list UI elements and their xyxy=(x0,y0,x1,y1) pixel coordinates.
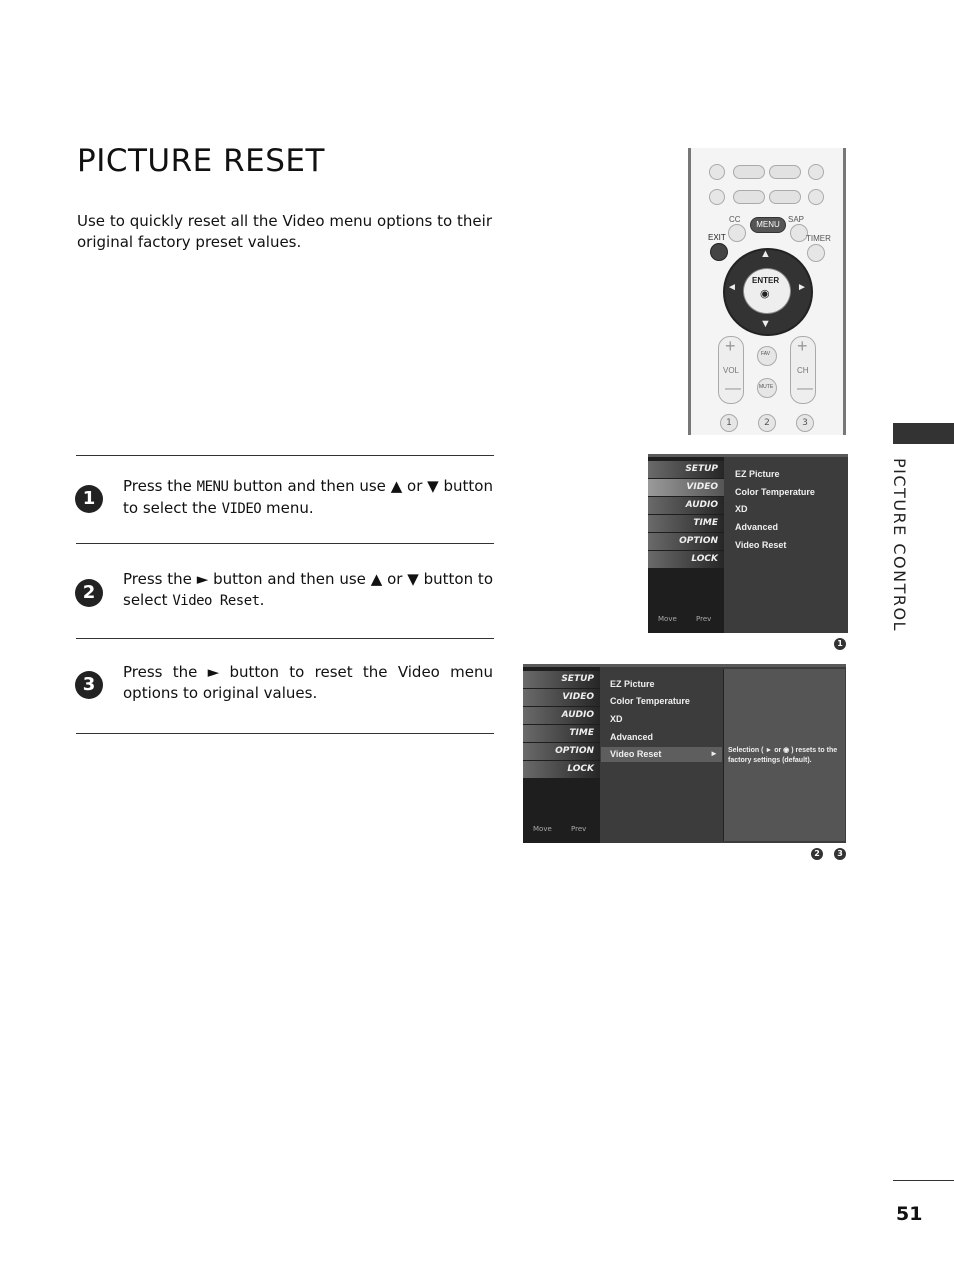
osd-reset-note: Selection ( ► or ◉ ) resets to the factory settings (default). xyxy=(728,747,838,764)
divider xyxy=(76,733,494,734)
osd-item-ez-picture: EZ Picture xyxy=(735,469,780,479)
right-arrow-icon: ► xyxy=(710,749,718,758)
osd-tab-video: VIDEO xyxy=(523,689,600,706)
enter-label: ENTER xyxy=(752,276,780,285)
exit-label: EXIT xyxy=(708,233,726,242)
osd-prev-hint: Prev xyxy=(571,825,587,833)
page-title: PICTURE RESET xyxy=(77,143,325,179)
channel-up-icon: + xyxy=(797,336,808,356)
osd-item-xd: XD xyxy=(735,504,748,514)
intro-text: Use to quickly reset all the Video menu options to their original factory preset values. xyxy=(77,212,492,251)
osd-prev-hint: Prev xyxy=(696,615,712,623)
enter-icon: ◉ xyxy=(760,288,770,300)
section-label xyxy=(887,458,927,632)
osd-tab-option: OPTION xyxy=(523,743,600,760)
sap-label: SAP xyxy=(788,215,805,224)
figure-label-3: 3 xyxy=(834,848,846,860)
osd-tab-column xyxy=(523,667,600,843)
pause-button xyxy=(769,165,801,179)
osd-video-reset-screen xyxy=(523,664,846,843)
timer-button xyxy=(807,244,825,262)
exit-button xyxy=(710,243,728,261)
step-3-number: 3 xyxy=(75,671,103,699)
osd-tab-time: TIME xyxy=(523,725,600,742)
osd-tab-audio: AUDIO xyxy=(648,497,724,514)
step-1-text: Press the MENU button and then use ▲ or ▼ button to select the VIDEO menu. xyxy=(123,477,493,517)
down-arrow-icon: ▼ xyxy=(760,318,771,330)
channel-down-icon: — xyxy=(797,380,813,397)
number-button-2: 2 xyxy=(758,414,776,432)
channel-label: CH xyxy=(797,366,809,375)
osd-item-color-temperature: Color Temperature xyxy=(735,487,815,497)
page-number: 51 xyxy=(896,1203,923,1225)
divider xyxy=(76,638,494,639)
number-button-1: 1 xyxy=(720,414,738,432)
up-arrow-icon: ▲ xyxy=(760,248,771,260)
skip-forward-button xyxy=(808,189,824,205)
fast-forward-button xyxy=(769,190,801,204)
number-button-3: 3 xyxy=(796,414,814,432)
osd-item-ez-picture: EZ Picture xyxy=(610,679,655,689)
osd-tab-setup: SETUP xyxy=(648,461,724,478)
step-3-text: Press the ► button to reset the Video menu options to original values. xyxy=(123,663,493,702)
osd-item-color-temperature: Color Temperature xyxy=(610,696,690,706)
play-button xyxy=(733,165,765,179)
step-2-text: Press the ► button and then use ▲ or ▼ button to select Video Reset. xyxy=(123,570,493,609)
osd-item-xd: XD xyxy=(610,714,623,724)
osd-item-video-reset: Video Reset xyxy=(735,540,787,550)
menu-button: MENU xyxy=(750,217,786,233)
cc-button xyxy=(728,224,746,242)
left-arrow-icon: ◄ xyxy=(727,282,737,293)
osd-tab-audio: AUDIO xyxy=(523,707,600,724)
section-tab-marker xyxy=(893,423,954,444)
osd-tab-setup: SETUP xyxy=(523,671,600,688)
osd-item-video-reset: Video Reset xyxy=(610,749,662,759)
page-number-rule xyxy=(893,1180,954,1181)
step-1-number: 1 xyxy=(75,485,103,513)
skip-back-button xyxy=(709,189,725,205)
figure-label-1: 1 xyxy=(834,638,846,650)
divider xyxy=(76,455,494,456)
volume-down-icon: — xyxy=(725,380,741,397)
osd-tab-lock: LOCK xyxy=(523,761,600,778)
stop-button xyxy=(709,164,725,180)
osd-video-menu-screen xyxy=(648,454,848,633)
record-button xyxy=(808,164,824,180)
osd-tab-option: OPTION xyxy=(648,533,724,550)
osd-item-advanced: Advanced xyxy=(610,732,654,742)
cc-label: CC xyxy=(729,215,741,224)
right-arrow-icon: ► xyxy=(797,282,807,293)
volume-up-icon: + xyxy=(725,336,736,356)
fav-label: FAV xyxy=(761,351,771,357)
osd-move-hint: Move xyxy=(658,615,677,623)
osd-tab-lock: LOCK xyxy=(648,551,724,568)
divider xyxy=(76,543,494,544)
osd-item-advanced: Advanced xyxy=(735,522,779,532)
remote-control-illustration xyxy=(688,148,846,435)
mute-label: MUTE xyxy=(759,384,774,390)
osd-tab-column xyxy=(648,457,724,633)
rewind-button xyxy=(733,190,765,204)
osd-tab-video: VIDEO xyxy=(648,479,724,496)
volume-label: VOL xyxy=(723,366,740,375)
osd-move-hint: Move xyxy=(533,825,552,833)
step-2-number: 2 xyxy=(75,579,103,607)
section-label-text: PICTURE CONTROL xyxy=(890,458,909,632)
figure-label-2: 2 xyxy=(811,848,823,860)
timer-label: TIMER xyxy=(806,234,831,243)
osd-tab-time: TIME xyxy=(648,515,724,532)
